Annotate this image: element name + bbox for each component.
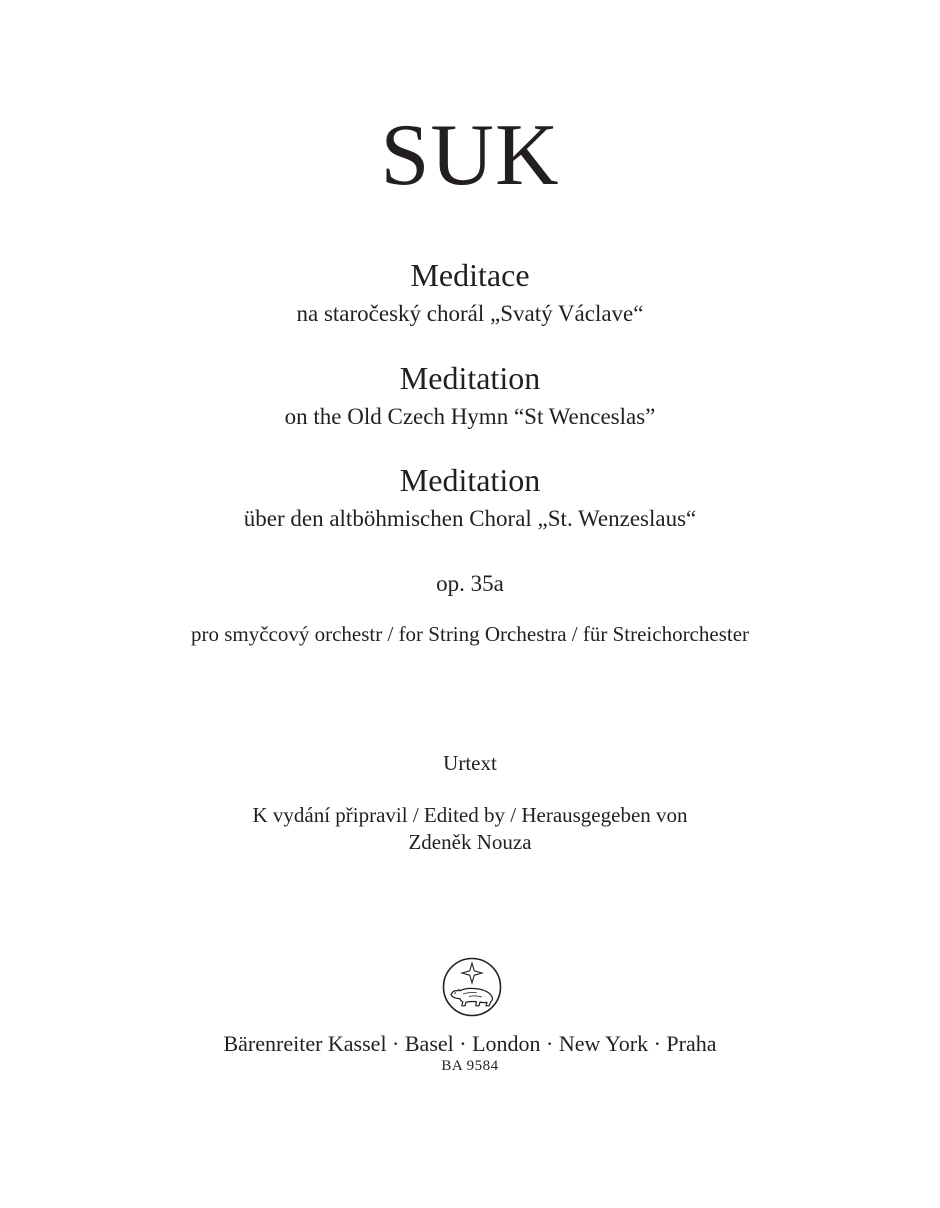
baerenreiter-bear-star-logo-icon [442, 957, 502, 1017]
edition-label: Urtext [443, 751, 497, 775]
editor-label: K vydání připravil / Edited by / Herausgegeben von [252, 803, 688, 827]
composer-name: SUK [380, 107, 560, 204]
scoring: pro smyčcový orchestr / for String Orchestra / für Streichorchester [190, 622, 750, 646]
subtitle-english: on the Old Czech Hymn “St Wenceslas” [284, 404, 656, 429]
catalog-number: BA 9584 [441, 1058, 499, 1074]
editor-name: Zdeněk Nouza [408, 830, 532, 854]
title-english: Meditation [399, 360, 541, 396]
opus-number: op. 35a [436, 571, 504, 596]
title-czech: Meditace [410, 257, 530, 293]
title-german: Meditation [399, 462, 541, 498]
subtitle-czech: na staročeský chorál „Svatý Václave“ [296, 301, 644, 326]
publisher-locations: Bärenreiter Kassel · Basel · London · New York · Praha [223, 1031, 717, 1056]
subtitle-german: über den altböhmischen Choral „St. Wenzeslaus“ [243, 506, 697, 531]
